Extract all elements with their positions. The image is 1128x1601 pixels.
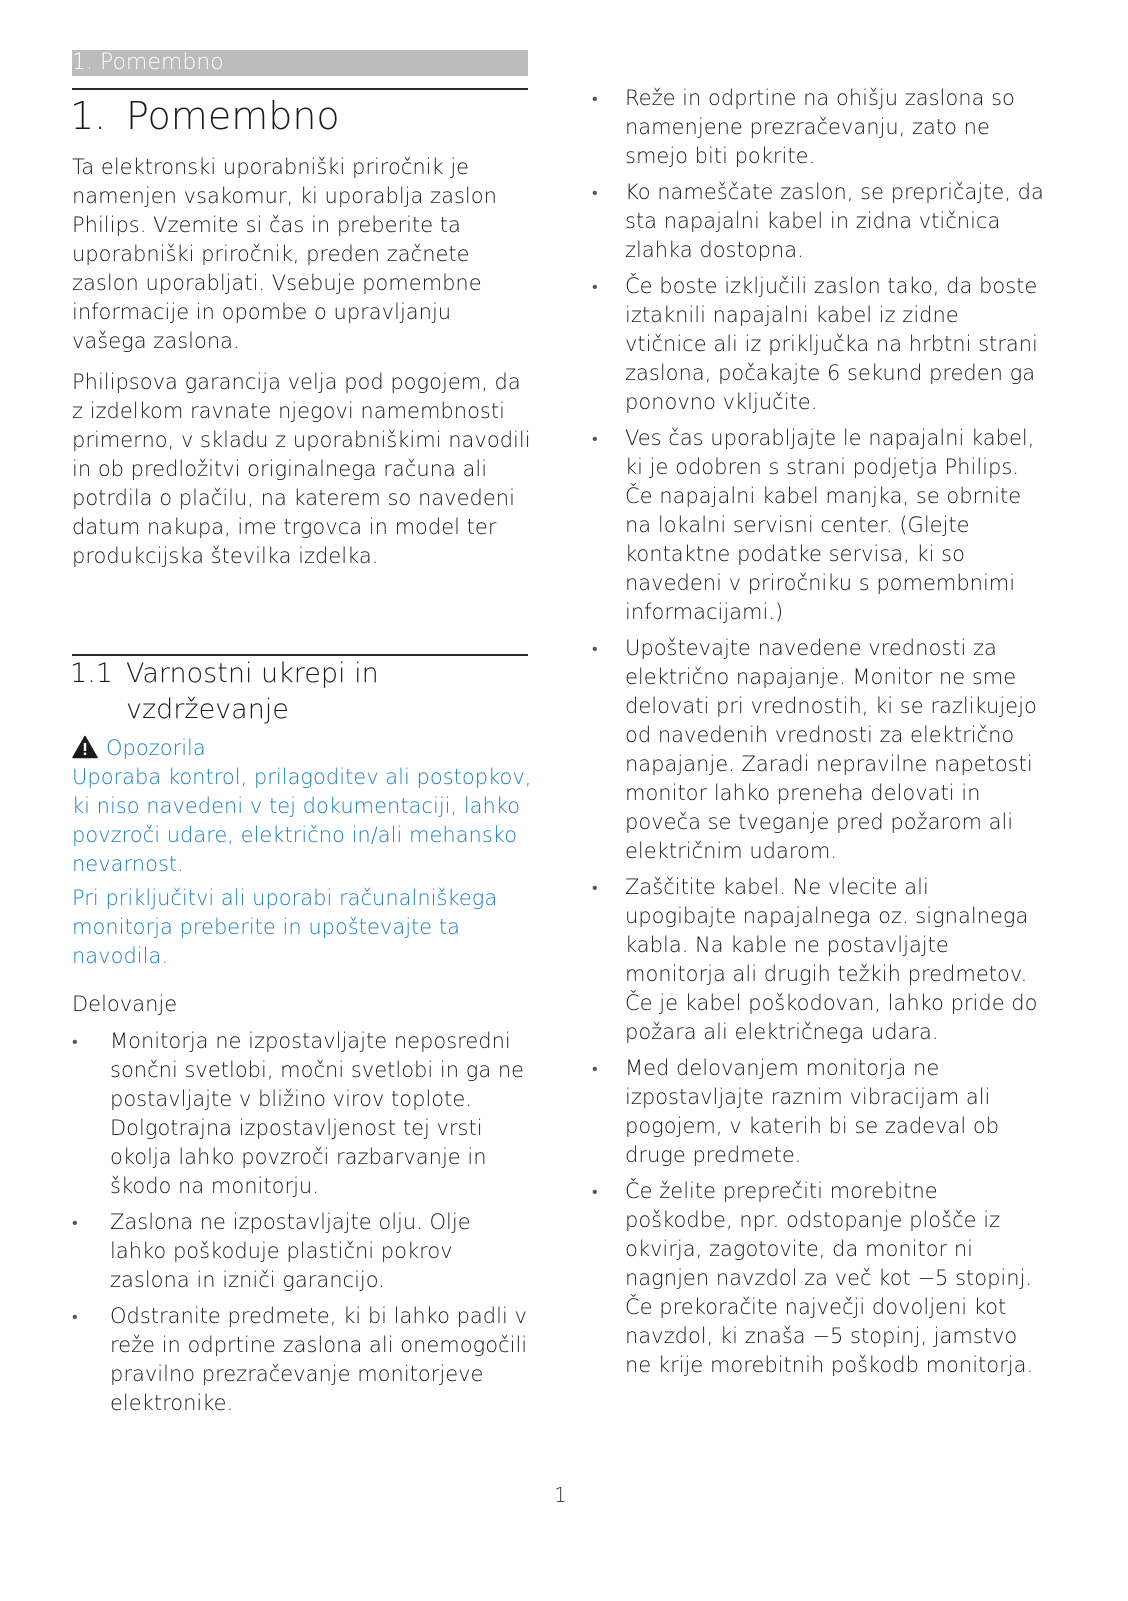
bullet-icon: • xyxy=(592,1182,598,1201)
list-item xyxy=(72,1302,532,1418)
list-item-text: Zaščitite kabel. Ne vlecite ali upogibajte napajalnega oz. signalnega kabla. Na kable ne postavljajte monitorja ali drugih težkih predmetov. Če je kabel poškodovan, lahko pride do požara ali električnega udara. xyxy=(625,875,1038,1044)
list-item-text: Upoštevajte navedene vrednosti za električno napajanje. Monitor ne sme delovati pri vrednostih, ki se razlikujejo od navedenih vrednosti za električno napajanje. Zaradi nepravilne napetosti monitor lahko preneha delovati in poveča se tveganje pred požarom ali električnim udarom. xyxy=(625,636,1037,863)
list-item-text: Med delovanjem monitorja ne izpostavljajte raznim vibracijam ali pogojem, v katerih bi se zadeval ob druge predmete. xyxy=(625,1056,1000,1167)
list-item-text: Če želite preprečiti morebitne poškodbe, npr. odstopanje plošče iz okvirja, zagotovite, da monitor ni nagnjen navzdol za več kot −5 stopinj. Če prekoračite največji dovoljeni kot navzdol, ki znaša −5 stopinj, jamstvo ne krije morebitnih poškodb monitorja. xyxy=(625,1179,1034,1377)
bullet-icon: • xyxy=(592,277,598,296)
operation-list-left xyxy=(72,1027,532,1425)
list-item xyxy=(592,1177,1044,1380)
list-item-text: Ko nameščate zaslon, se prepričajte, da sta napajalni kabel in zidna vtičnica zlahka dostopna. xyxy=(625,180,1044,262)
bullet-icon: • xyxy=(72,1213,78,1232)
bullet-icon: • xyxy=(592,639,598,658)
running-header: 1. Pomembno xyxy=(72,50,528,76)
operation-heading: Delovanje xyxy=(72,992,178,1016)
list-item xyxy=(592,424,1044,627)
warning-text-1: Uporaba kontrol, prilagoditev ali postopkov, ki niso navedeni v tej dokumentaciji, lahko povzroči udare, električno in/ali mehansko nevarnost. xyxy=(72,765,532,876)
header-rule xyxy=(72,88,528,90)
list-item xyxy=(592,272,1044,417)
warning-heading-text: Opozorila xyxy=(106,736,206,760)
section-heading xyxy=(70,656,526,728)
bullet-icon: • xyxy=(72,1307,78,1326)
warning-triangle-icon xyxy=(72,735,98,759)
intro-paragraph-1: Ta elektronski uporabniški priročnik je namenjen vsakomur, ki uporablja zaslon Philips. Vzemite si čas in preberite ta uporabniški priročnik, preden začnete zaslon uporabljati. Vsebuje pomembne informacije in opombe o upravljanju vašega zaslona. xyxy=(72,155,497,353)
bullet-icon: • xyxy=(592,878,598,897)
list-item xyxy=(592,873,1044,1047)
section-title: Varnostni ukrepi in vzdrževanje xyxy=(126,658,379,725)
list-item-text: Odstranite predmete, ki bi lahko padli v reže in odprtine zaslona ali onemogočili pravilno prezračevanje monitorjeve elektronike. xyxy=(110,1304,528,1415)
intro-paragraph-2: Philipsova garancija velja pod pogojem, da z izdelkom ravnate njegovi namembnosti primerno, v skladu z uporabniškimi navodili in ob predložitvi originalnega računa ali potrdila o plačilu, na katerem so navedeni datum nakupa, ime trgovca in model ter produkcijska številka izdelka. xyxy=(72,370,531,568)
list-item xyxy=(72,1208,532,1295)
operation-list-right xyxy=(592,84,1044,1387)
list-item-text: Reže in odprtine na ohišju zaslona so namenjene prezračevanju, zato ne smejo biti pokrite. xyxy=(625,86,1015,168)
list-item-text: Če boste izključili zaslon tako, da boste iztaknili napajalni kabel iz zidne vtičnice ali iz priključka na hrbtni strani zaslona, počakajte 6 sekund preden ga ponovno vključite. xyxy=(625,274,1038,414)
warning-text-2: Pri priključitvi ali uporabi računalniškega monitorja preberite in upoštevajte ta navodila. xyxy=(72,886,498,968)
list-item-text: Zaslona ne izpostavljajte olju. Olje lahko poškoduje plastični pokrov zaslona in izniči garancijo. xyxy=(110,1210,471,1292)
bullet-icon: • xyxy=(592,89,598,108)
page-title-text: Pomembno xyxy=(126,94,340,138)
page-title xyxy=(70,92,340,140)
list-item-text: Monitorja ne izpostavljajte neposredni sončni svetlobi, močni svetlobi in ga ne postavljajte v bližino virov toplote. Dolgotrajna izpostavljenost tej vrsti okolja lahko povzroči razbarvanje in škodo na monitorju. xyxy=(110,1029,525,1198)
warning-heading xyxy=(72,734,542,763)
bullet-icon: • xyxy=(592,429,598,448)
page-title-number: 1. xyxy=(70,94,107,138)
bullet-icon: • xyxy=(592,1059,598,1078)
list-item-text: Ves čas uporabljajte le napajalni kabel, ki je odobren s strani podjetja Philips. Če napajalni kabel manjka, se obrnite na lokalni servisni center. (Glejte kontaktne podatke servisa, ki so navedeni v priročniku s pomembnimi informacijami.) xyxy=(625,426,1035,624)
list-item xyxy=(592,84,1044,171)
bullet-icon: • xyxy=(72,1032,78,1051)
list-item xyxy=(592,1054,1044,1170)
list-item xyxy=(592,634,1044,866)
list-item xyxy=(592,178,1044,265)
section-number: 1.1 xyxy=(70,658,113,689)
page-number: 1 xyxy=(554,1483,567,1507)
list-item xyxy=(72,1027,532,1201)
bullet-icon: • xyxy=(592,183,598,202)
